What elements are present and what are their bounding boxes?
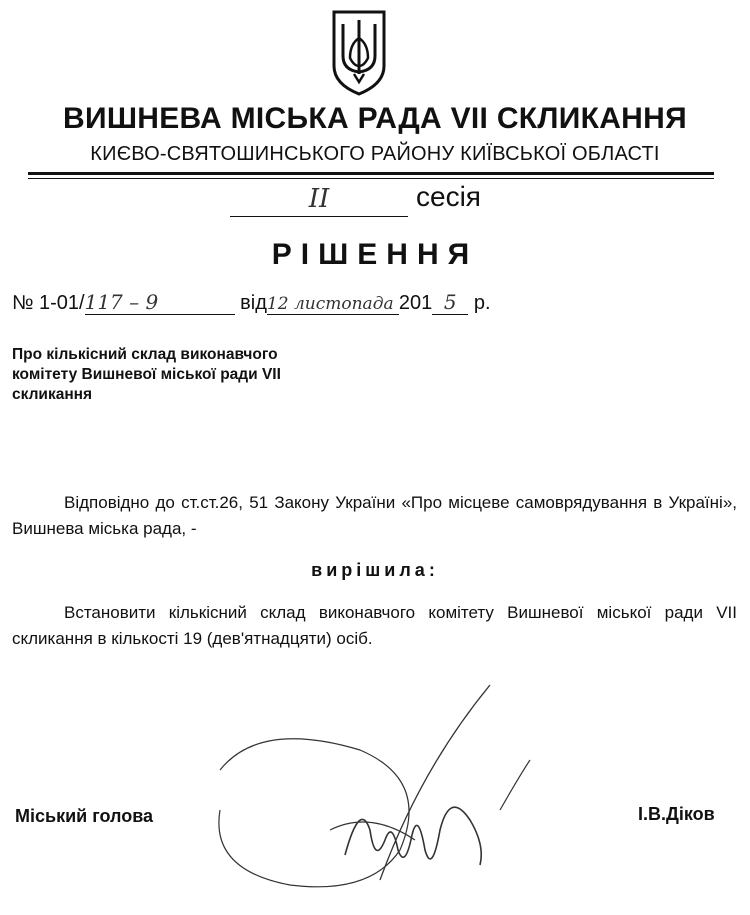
decision-date-prefix: від <box>240 292 267 314</box>
resolved-heading: вирішила: <box>311 560 439 580</box>
decision-year-handwritten: 5 <box>432 290 468 315</box>
council-name: ВИШНЕВА МІСЬКА РАДА VII СКЛИКАННЯ <box>63 102 687 135</box>
decision-number-line <box>12 290 491 315</box>
decision-number-prefix: № 1-01/ <box>12 292 85 314</box>
document-title: РІШЕННЯ <box>271 238 479 271</box>
decision-date-handwritten: 12 листопада <box>267 294 399 315</box>
header-divider-thin <box>28 178 714 179</box>
district-name: КИЄВО-СВЯТОШИНСЬКОГО РАЙОНУ КИЇВСЬКОЇ ОБЛАСТІ <box>90 143 660 165</box>
legal-basis-paragraph: Відповідно до ст.ст.26, 51 Закону України «Про місцеве самоврядування в Україні», Вишнева міська рада, - <box>12 493 737 538</box>
trident-emblem-icon <box>330 8 388 96</box>
signatory-name: І.В.Діков <box>638 804 715 824</box>
header-divider-thick <box>28 172 714 175</box>
decision-number-handwritten: 117 – 9 <box>85 290 235 315</box>
session-number: ІІ <box>230 182 408 217</box>
decision-year-prefix: 201 <box>398 292 433 314</box>
decision-year-suffix: р. <box>473 292 491 314</box>
decision-subject: Про кількісний склад виконавчого комітету Вишневої міської ради VII скликання <box>12 346 281 403</box>
handwritten-signature <box>170 680 590 900</box>
resolution-paragraph: Встановити кількісний склад виконавчого комітету Вишневої міської ради VII скликання в кількості 19 (дев'ятнадцяти) осіб. <box>12 603 737 648</box>
signatory-title: Міський голова <box>15 806 154 826</box>
session-label: сесія <box>416 181 481 212</box>
